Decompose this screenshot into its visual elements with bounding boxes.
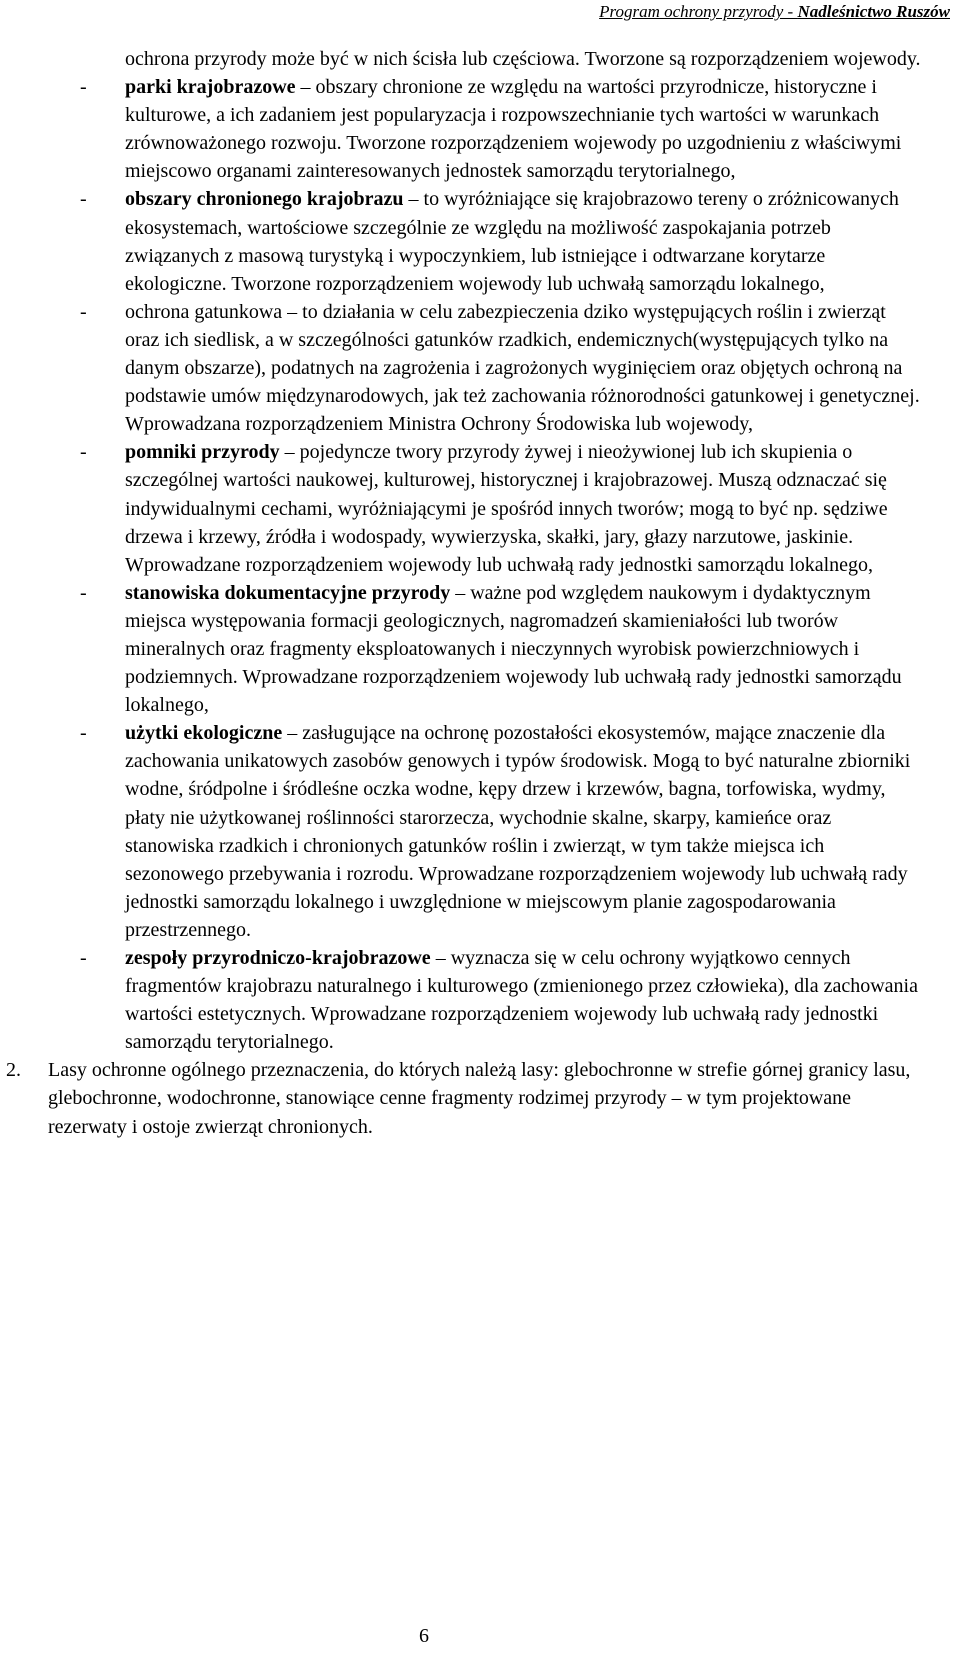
- header-organization: Nadleśnictwo Ruszów: [797, 2, 950, 21]
- term-label: pomniki przyrody: [125, 441, 280, 464]
- continuation-paragraph: ochrona przyrody może być w nich ścisła lub częściowa. Tworzone są rozporządzeniem wojewody.: [125, 48, 921, 70]
- list-number: 2.: [6, 1059, 21, 1082]
- list-item-stanowiska-dokumentacyjne: [80, 579, 925, 719]
- list-item-zespoly-przyrodniczo-krajobrazowe: [80, 944, 925, 1056]
- list-bullet: -: [80, 188, 87, 211]
- term-label: parki krajobrazowe: [125, 76, 296, 99]
- term-description: – to wyróżniające się krajobrazowo tereny o zróżnicowanych ekosystemach, wartościowe szczególnie ze względu na możliwość zaspokajania potrzeb związanych z masową turystyką i wypoczynkiem, lub istniejące i odtwarzane korytarze ekologiczne. Tworzone rozporządzeniem wojewody lub uchwałą samorządu lokalnego,: [125, 188, 899, 295]
- term-description: – obszary chronione ze względu na wartości przyrodnicze, historyczne i kulturowe, a ich zadaniem jest popularyzacja i rozpowszechnianie tych wartości w warunkach zrównoważonego rozwoju. Tworzone rozporządzeniem wojewody po uzgodnieniu z właściwymi miejscowo organami zainteresowanych jednostek samorządu terytorialnego,: [125, 76, 902, 183]
- term-label: obszary chronionego krajobrazu: [125, 188, 404, 211]
- term-description: – ważne pod względem naukowym i dydaktycznym miejsca występowania formacji geologicznych, nagromadzeń skamieniałości lub tworów mineralnych oraz fragmenty eksploatowanych i nieczynnych wyrobisk powierzchniowych i podziemnych. Wprowadzane rozporządzeniem wojewody lub uchwałą rady jednostki samorządu lokalnego,: [125, 581, 902, 717]
- list-item-obszary-chronionego-krajobrazu: [80, 185, 925, 297]
- list-bullet: -: [80, 947, 87, 969]
- list-bullet: -: [80, 76, 87, 99]
- numbered-item-text: Lasy ochronne ogólnego przeznaczenia, do których należą lasy: glebochronne w strefie górnej granicy lasu, glebochronne, wodochronne, stanowiące cenne fragmenty rodzimej przyrody – w tym projektowane rezerwaty i ostoje zwierząt chronionych.: [48, 1059, 911, 1138]
- header-prefix: Program ochrony przyrody -: [599, 2, 798, 21]
- term-description: ochrona gatunkowa – to działania w celu zabezpieczenia dziko występujących roślin i zwierząt oraz ich siedlisk, a w szczególności gatunków rzadkich, endemicznych(występujących tylko na danym obszarze), podatnych na zagrożenia i zagrożonych wyginięciem oraz objętych ochroną na podstawie umów międzynarodowych, jak też zachowania różnorodności gatunkowej i genetycznej. Wprowadzana rozporządzeniem Ministra Ochrony Środowiska lub wojewody,: [125, 300, 920, 436]
- term-label: zespoły przyrodniczo-krajobrazowe: [125, 947, 431, 969]
- list-bullet: -: [80, 722, 87, 745]
- list-item-ochrona-gatunkowa: [80, 298, 925, 438]
- term-label: stanowiska dokumentacyjne przyrody: [125, 581, 451, 604]
- list-item-pomniki-przyrody: [80, 438, 925, 578]
- term-description: – pojedyncze twory przyrody żywej i nieożywionej lub ich skupienia o szczególnej wartości naukowej, kulturowej, historycznej i krajobrazowej. Muszą odznaczać się indywidualnymi cechami, wyróżniającymi je spośród innych tworów; mogą to być np. sędziwe drzewa i krzewy, źródła i wodospady, wywierzyska, skałki, jary, głazy narzutowe, jaskinie. Wprowadzane rozporządzeniem wojewody lub uchwałą rady jednostki samorządu lokalnego,: [125, 441, 888, 576]
- page-header: [599, 2, 950, 22]
- page-content: [0, 45, 960, 1141]
- list-item-uzytki-ekologiczne: [80, 719, 925, 944]
- list-item-parki-krajobrazowe: [80, 73, 925, 185]
- term-description: – zasługujące na ochronę pozostałości ekosystemów, mające znaczenie dla zachowania unikatowych zasobów genowych i typów środowisk. Mogą to być naturalne zbiorniki wodne, śródpolne i śródleśne oczka wodne, kępy drzew i krzewów, bagna, torfowiska, wydmy, płaty nie użytkowanej roślinności starorzecza, wychodnie skalne, skarpy, kamieńce oraz stanowiska rzadkich i chronionych gatunków roślin i zwierząt, w tym także miejsca ich sezonowego przebywania i rozrodu. Wprowadzane rozporządzeniem wojewody lub uchwałą rady jednostki samorządu lokalnego i uwzględnione w miejscowym planie zagospodarowania przestrzennego.: [125, 722, 911, 941]
- numbered-item-2: [6, 1056, 928, 1140]
- list-bullet: -: [80, 300, 87, 323]
- term-description: – wyznacza się w celu ochrony wyjątkowo cennych fragmentów krajobrazu naturalnego i kulturowego (zmienionego przez człowieka), dla zachowania wartości estetycznych. Wprowadzane rozporządzeniem wojewody lub uchwałą rady jednostki samorządu terytorialnego.: [125, 947, 918, 1054]
- term-label: użytki ekologiczne: [125, 722, 283, 745]
- list-bullet: -: [80, 441, 87, 464]
- list-bullet: -: [80, 581, 87, 604]
- page-number: 6: [419, 1625, 429, 1647]
